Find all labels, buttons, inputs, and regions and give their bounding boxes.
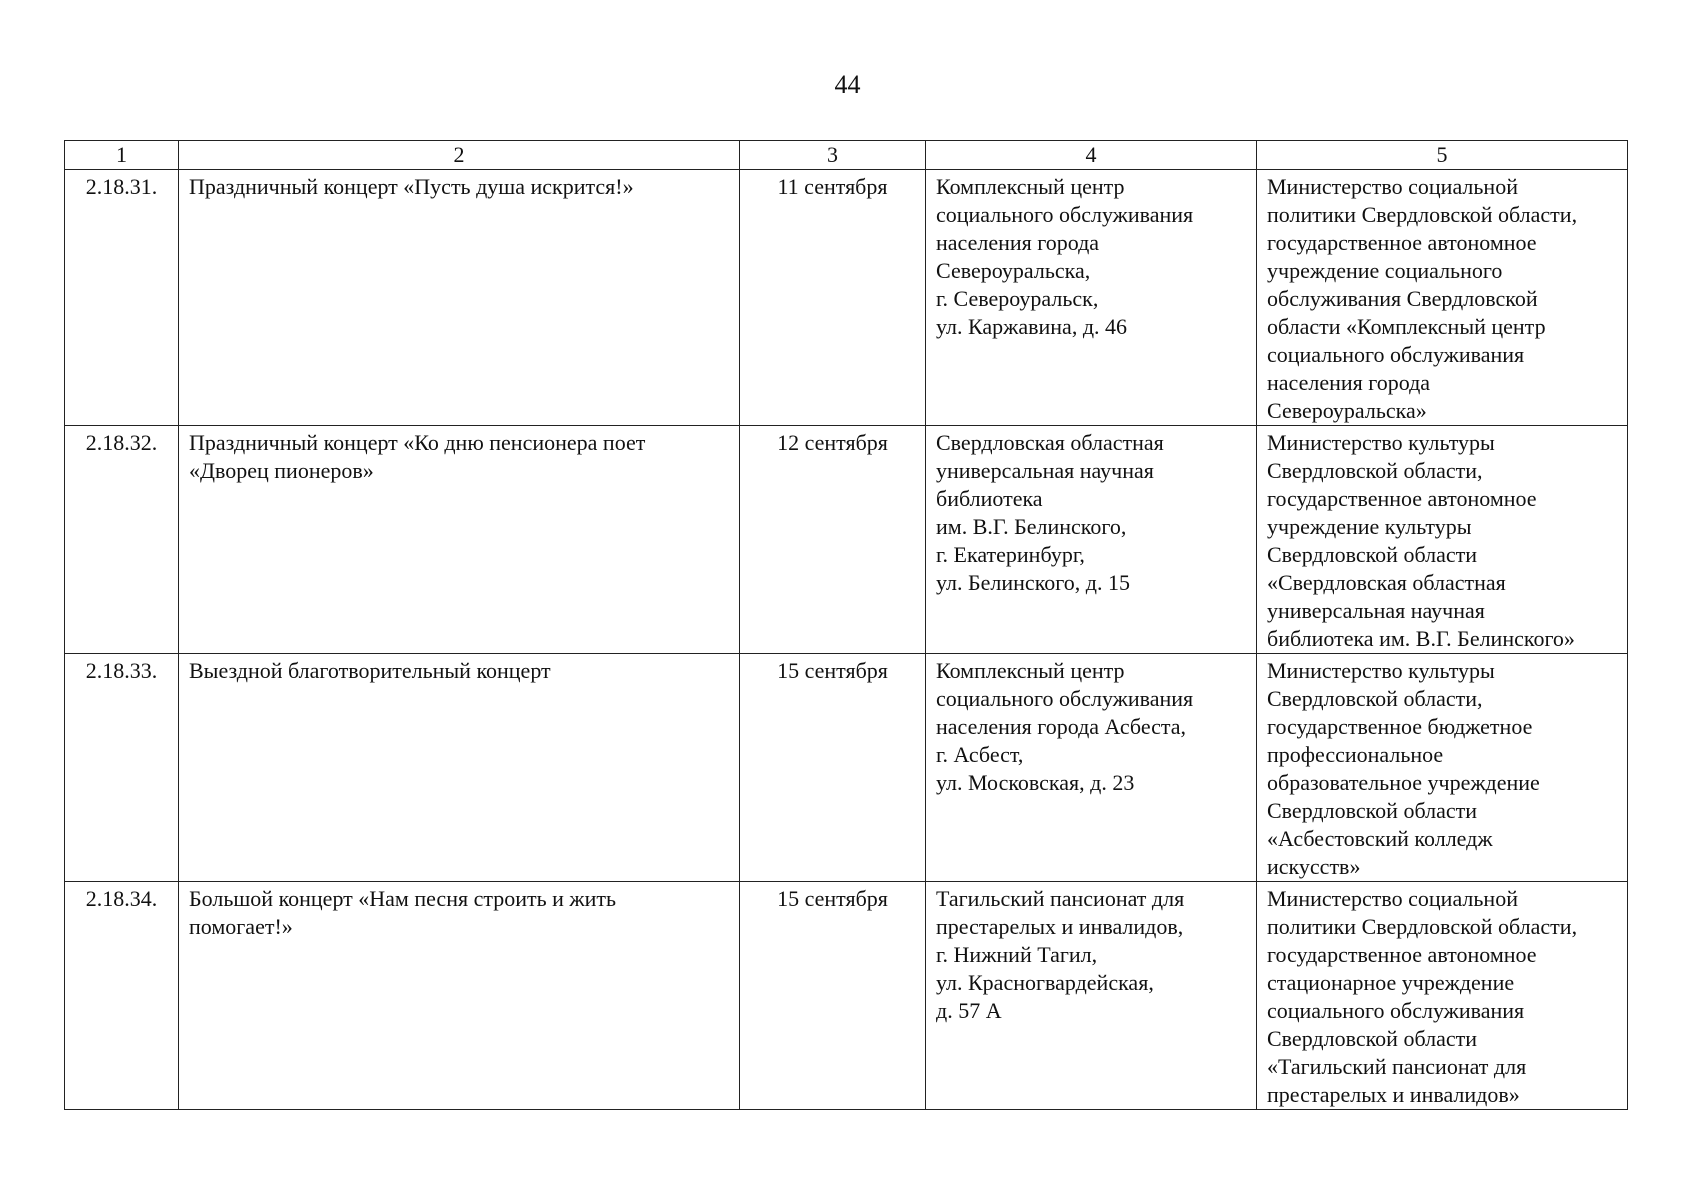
venue-line: д. 57 А (936, 998, 1002, 1023)
venue-line: населения города (936, 230, 1100, 255)
organizer-line: образовательное учреждение (1267, 770, 1540, 795)
event-date: 15 сентября (740, 654, 926, 882)
venue-line: ул. Белинского, д. 15 (936, 570, 1130, 595)
event-date: 15 сентября (740, 882, 926, 1110)
event-title (179, 882, 740, 1110)
organizer (1257, 654, 1628, 882)
organizer-line: стационарное учреждение (1267, 970, 1515, 995)
organizer-line: государственное автономное (1267, 942, 1537, 967)
venue-line: населения города Асбеста, (936, 714, 1187, 739)
event-date: 12 сентября (740, 426, 926, 654)
organizer-line: политики Свердловской области, (1267, 914, 1578, 939)
event-title-line: помогает!» (189, 914, 293, 939)
organizer-line: социального обслуживания (1267, 342, 1525, 367)
organizer-line: обслуживания Свердловской (1267, 286, 1538, 311)
venue (926, 170, 1257, 426)
event-title-line: Праздничный концерт «Ко дню пенсионера поет (189, 430, 646, 455)
row-number: 2.18.32. (65, 426, 179, 654)
table-row (65, 882, 1628, 1110)
organizer-line: «Тагильский пансионат для (1267, 1054, 1527, 1079)
event-title (179, 170, 740, 426)
venue-line: Североуральска, (936, 258, 1091, 283)
organizer-line: Североуральска» (1267, 398, 1427, 423)
table-row (65, 426, 1628, 654)
organizer-line: социального обслуживания (1267, 998, 1525, 1023)
organizer (1257, 426, 1628, 654)
event-title-line: Праздничный концерт «Пусть душа искрится!» (189, 174, 634, 199)
event-title (179, 654, 740, 882)
venue-line: универсальная научная (936, 458, 1154, 483)
organizer-line: учреждение социального (1267, 258, 1503, 283)
page-number: 44 (834, 70, 861, 99)
organizer-line: области «Комплексный центр (1267, 314, 1546, 339)
event-title (179, 426, 740, 654)
event-title-line: «Дворец пионеров» (189, 458, 374, 483)
header-col-1: 1 (65, 141, 179, 170)
venue-line: Свердловская областная (936, 430, 1164, 455)
header-col-3: 3 (740, 141, 926, 170)
venue-line: престарелых и инвалидов, (936, 914, 1184, 939)
organizer-line: государственное бюджетное (1267, 714, 1533, 739)
organizer-line: Свердловской области (1267, 542, 1477, 567)
venue-line: ул. Московская, д. 23 (936, 770, 1135, 795)
organizer-line: искусств» (1267, 854, 1361, 879)
organizer-line: политики Свердловской области, (1267, 202, 1578, 227)
organizer-line: Министерство социальной (1267, 886, 1518, 911)
event-date: 11 сентября (740, 170, 926, 426)
row-number: 2.18.34. (65, 882, 179, 1110)
header-row (65, 141, 1628, 170)
header-col-2: 2 (179, 141, 740, 170)
row-number: 2.18.33. (65, 654, 179, 882)
organizer-line: Свердловской области (1267, 798, 1477, 823)
organizer-line: Министерство культуры (1267, 430, 1495, 455)
table-row (65, 170, 1628, 426)
organizer-line: государственное автономное (1267, 486, 1537, 511)
organizer (1257, 170, 1628, 426)
venue-line: г. Асбест, (936, 742, 1024, 767)
venue-line: Комплексный центр (936, 658, 1125, 683)
organizer-line: учреждение культуры (1267, 514, 1472, 539)
table-body (65, 170, 1628, 1110)
venue (926, 882, 1257, 1110)
events-table (64, 140, 1628, 1110)
venue-line: библиотека (936, 486, 1043, 511)
organizer-line: универсальная научная (1267, 598, 1485, 623)
organizer-line: престарелых и инвалидов» (1267, 1082, 1520, 1107)
table-header (65, 141, 1628, 170)
organizer-line: Свердловской области, (1267, 686, 1483, 711)
organizer-line: профессиональное (1267, 742, 1444, 767)
organizer (1257, 882, 1628, 1110)
venue-line: г. Североуральск, (936, 286, 1099, 311)
venue-line: ул. Красногвардейская, (936, 970, 1154, 995)
organizer-line: Свердловской области (1267, 1026, 1477, 1051)
venue-line: социального обслуживания (936, 202, 1194, 227)
header-col-5: 5 (1257, 141, 1628, 170)
venue (926, 426, 1257, 654)
venue-line: Комплексный центр (936, 174, 1125, 199)
organizer-line: государственное автономное (1267, 230, 1537, 255)
organizer-line: библиотека им. В.Г. Белинского» (1267, 626, 1575, 651)
venue-line: г. Екатеринбург, (936, 542, 1085, 567)
row-number: 2.18.31. (65, 170, 179, 426)
event-title-line: Большой концерт «Нам песня строить и жить (189, 886, 617, 911)
table-row (65, 654, 1628, 882)
venue-line: социального обслуживания (936, 686, 1194, 711)
venue-line: г. Нижний Тагил, (936, 942, 1098, 967)
organizer-line: Свердловской области, (1267, 458, 1483, 483)
venue (926, 654, 1257, 882)
venue-line: ул. Каржавина, д. 46 (936, 314, 1128, 339)
event-title-line: Выездной благотворительный концерт (189, 658, 551, 683)
organizer-line: населения города (1267, 370, 1431, 395)
header-col-4: 4 (926, 141, 1257, 170)
venue-line: Тагильский пансионат для (936, 886, 1185, 911)
organizer-line: Министерство культуры (1267, 658, 1495, 683)
organizer-line: «Асбестовский колледж (1267, 826, 1493, 851)
organizer-line: «Свердловская областная (1267, 570, 1506, 595)
organizer-line: Министерство социальной (1267, 174, 1518, 199)
venue-line: им. В.Г. Белинского, (936, 514, 1127, 539)
